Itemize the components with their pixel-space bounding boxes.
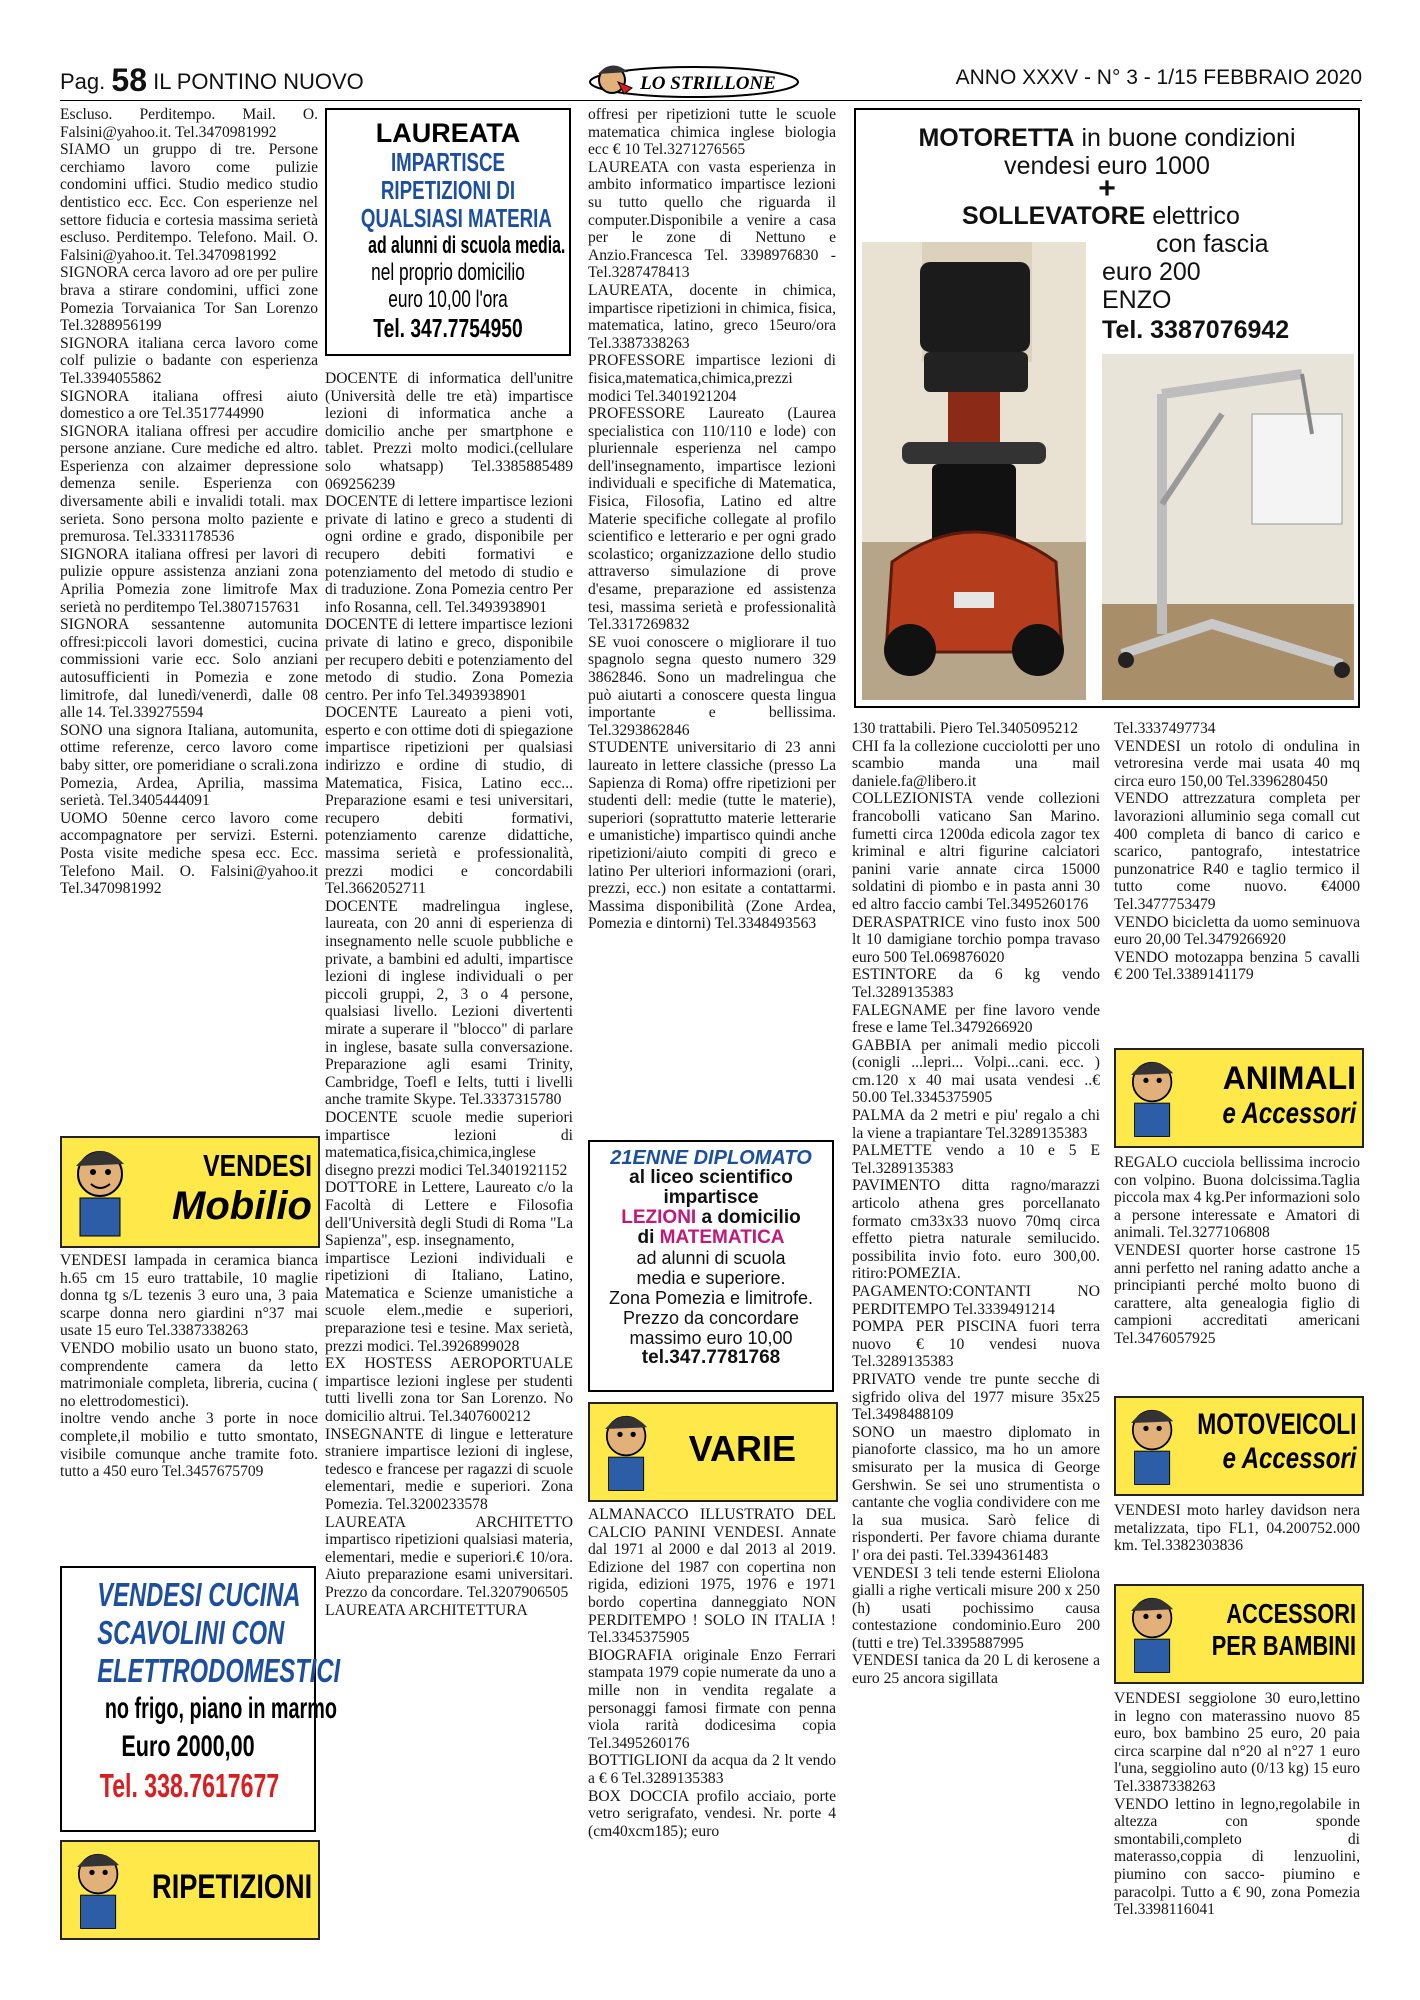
feature-motoretta: MOTORETTA [918, 124, 1075, 152]
classified-ad: SONO un maestro diplomato in pianoforte classico, ma ho un amore smisurato per la musica di George Gershwin. Se sei uno strumentista o cantante che voglia condividere con me la sua musica. Sarò felice di risponderti. Per favore chiama durante l' ora dei pasti. Tel.3394361483 [852, 1423, 1100, 1564]
column-3-ads-varie [588, 1506, 836, 1938]
classified-ad: SIGNORA sessantenne automunita offresi:piccoli lavori domestici, cucina commissioni varie ecc. Solo anziani autosufficienti in Pomezia e zone limitrofe, dal lunedì/venerdì, dalle 08 alle 14. Tel.339275594 [60, 616, 318, 722]
classified-ad: Escluso. Perditempo. Mail. O. Falsini@yahoo.it. Tel.3470981992 [60, 106, 318, 141]
classified-ad: VENDO lettino in legno,regolabile in altezza con sponde smontabili,completo di materasso,coppia di lenzuolini, piumino con sacco- piumino e paracolpi. Tutto a € 90, zona Pomezia Tel.3398116041 [1114, 1795, 1360, 1919]
ads-text [588, 106, 836, 933]
banner-motoveicoli-line1: MOTOVEICOLI [1196, 1408, 1356, 1441]
classified-ad: POMPA PER PISCINA fuori terra nuovo € 10 vendesi nuova Tel.3289135383 [852, 1318, 1100, 1371]
diplomato-line7: media e superiore. [636, 1268, 786, 1288]
header-rule [60, 100, 1362, 101]
feature-phone: Tel. 3387076942 [1102, 316, 1290, 344]
newsboy-mascot-icon [66, 1142, 136, 1240]
paper-name: IL PONTINO NUOVO [153, 69, 364, 94]
ads-text [1114, 720, 1360, 984]
column-5-ads-animali [1114, 1154, 1360, 1404]
diplomato-line4 [590, 1208, 832, 1228]
diplomato-ad [588, 1140, 834, 1392]
classified-ad: FALEGNAME per fine lavoro vende frese e lame Tel.3479266920 [852, 1001, 1100, 1037]
classified-ad: 130 trattabili. Piero Tel.3405095212 [852, 720, 1079, 737]
banner-accessori-bambini [1114, 1584, 1364, 1684]
column-2-ads [325, 370, 573, 1938]
cucina-ad-phone: Tel. 338.7617677 [99, 1767, 280, 1804]
ads-text [852, 720, 1100, 1688]
banner-motoveicoli-line2: e Accessori [1222, 1442, 1356, 1475]
classified-ad: offresi per ripetizioni tutte le scuole matematica chimica inglese biologia ecc € 10 Tel.3271276565 [588, 106, 836, 159]
banner-ripetizioni-text: RIPETIZIONI [151, 1868, 312, 1906]
classified-ad: VENDESI seggiolone 30 euro,lettino in legno con materassino nuovo 85 euro, box bambino 25 euro, 20 paia circa scarpine dal n°20 al n°27 1 euro l'una, seggiolino auto (0/13 kg) 15 euro Tel.3387338263 [1114, 1690, 1360, 1795]
newsboy-mascot-icon [66, 1846, 132, 1932]
page-header-left [60, 62, 364, 99]
classified-ad: DOCENTE madrelingua inglese, laureata, con 20 anni di esperienza di insegnamento nelle scuole pubbliche e private, a bambini ed adulti, impartisce lezioni di inglese individuali o per piccoli gruppi, 2, 3 o 4 persone, qualsiasi livello. Lezioni divertenti mirate a superare il "blocco" di parlare in inglese, basate sulla conversazione. Preparazione agli esami Trinity, Cambridge, Toefl e Ielts, tutti i livelli anche tramite Skype. Tel.3337315780 [325, 897, 573, 1109]
laureata-line4: QUALSIASI MATERIA [360, 203, 552, 233]
banner-animali-line2: e Accessori [1222, 1097, 1356, 1130]
classified-ad: VENDESI 3 teli tende esterni Eliolona gialli a righe verticali misure 200 x 250 (h) usati pochissimo causa contestazione condominio.Euro 200 (tutti e tre) Tel.3395887995 [852, 1564, 1100, 1652]
column-1-ads-mobilio [60, 1252, 318, 1552]
classified-ad: SIGNORA italiana offresi per accudire persone anziane. Cure mediche ed altro. Esperienza con alzaimer depressione demenza senile. Esperienza con diversamente abili e invalidi totali. max serieta. Sono persona molto paziente e premurosa. Tel.3331178536 [60, 422, 318, 546]
banner-bambini-line2: PER BAMBINI [1211, 1630, 1356, 1661]
newsboy-mascot-icon [594, 1408, 660, 1494]
classified-ad: INSEGNANTE di lingue e letterature straniere impartisce lezioni di inglese, tedesco e francese per ragazzi di scuole elementari, medie e superiori. Zona Pomezia. Tel.3200233578 [325, 1425, 573, 1513]
classified-ad: GABBIA per animali medio piccoli (conigli ...lepri... Volpi...cani. ecc. ) cm.120 x 40 mai usata vendesi ..€ 50.00 Tel.3345375905 [852, 1036, 1100, 1107]
classified-ad: DOCENTE scuole medie superiori impartisce lezioni di matematica,fisica,chimica,inglese disegno prezzi modici Tel.3401921152 [325, 1108, 573, 1179]
classified-ad: impartisce Lezioni individuali e ripetizioni di Italiano, Latino, Matematica e Scienze umanistiche a scuole elem.,medie e superiori, preparazione tesi e tesine. Max serietà, prezzi modici. Tel.3926899028 [325, 1249, 573, 1355]
laureata-title: LAUREATA [375, 118, 521, 148]
classified-ad: LAUREATA con vasta esperienza in ambito informatico impartisce lezioni su tutto quello che riguarda il computer.Disponibile a venire a casa per le zone di Nettuno e Anzio.Francesca Tel. 3398976830 - Tel.3287478413 [588, 158, 836, 282]
banner-animali [1114, 1048, 1364, 1148]
classified-ad: REGALO cucciola bellissima incrocio con volpino. Buona dolcissima.Taglia piccola max 4 kg.Per informazioni solo a persone interessate e Amatori di animali. Tel.3277106808 [1114, 1154, 1360, 1242]
banner-varie [588, 1402, 838, 1502]
laureata-phone: Tel. 347.7754950 [373, 313, 523, 343]
mobility-scooter-photo [862, 242, 1086, 700]
classified-ad: LAUREATA, docente in chimica, impartisce ripetizioni in chimica, fisica, matematica, latino, greco 15euro/ora Tel.3387338263 [588, 281, 836, 352]
classified-ad: VENDESI tanica da 20 L di kerosene a euro 25 ancora sigillata [852, 1652, 1100, 1688]
feature-line1-rest: in buone condizioni [1074, 124, 1296, 152]
diplomato-line5 [590, 1228, 832, 1248]
classified-ad: inoltre vendo anche 3 porte in noce complete,il mobilio e tutto smontato, visibile comunque anche tramite foto. tutto a 450 euro Tel.3457675709 [60, 1410, 318, 1481]
logo-text: LO STRILLONE [640, 73, 776, 94]
classified-ad: VENDESI lampada in ceramica bianca h.65 cm 15 euro trattabile, 10 maglie donna tg s/L tezenis 3 euro una, 3 paia scarpe donna nero giardini n°37 mai usate 15 euro Tel.3387338263 [60, 1252, 318, 1340]
ads-text [1114, 1690, 1360, 1919]
motoretta-feature-ad [854, 108, 1360, 708]
diplomato-domicilio: a domicilio [701, 1207, 801, 1228]
classified-ad: SE vuoi conoscere o migliorare il tuo spagnolo segna questo numero 329 3862846. Sono un madrelingua che può aiutarti a conoscere questa lingua importante e bellissima. Tel.3293862846 [588, 633, 836, 739]
diplomato-line2: al liceo scientifico [629, 1167, 793, 1188]
feature-line4: con fascia [1156, 230, 1269, 258]
classified-ad: DOTTORE in Lettere, Laureato c/o la Facoltà di Lettere e Filosofia dell'Università degli Studi di Roma "La Sapienza", esp. insegnamento, [325, 1179, 573, 1250]
diplomato-line9: Prezzo da concordare [622, 1308, 800, 1328]
banner-animali-line1: ANIMALI [1222, 1060, 1356, 1096]
classified-ad: BIOGRAFIA originale Enzo Ferrari stampata 1979 copie numerate da uno a mille non in vendita regalate a personaggi famosi firmate con penna viola rarità dodicesima copia Tel.3495260176 [588, 1646, 836, 1752]
page-prefix: Pag. [60, 69, 106, 94]
classified-ad: VENDO bicicletta da uomo seminuova euro 20,00 Tel.3479266920 [1114, 913, 1360, 949]
classified-ad: ESTINTORE da 6 kg vendo Tel.3289135383 [852, 966, 1100, 1001]
feature-line3 [962, 202, 1240, 231]
classified-ad: STUDENTE universitario di 23 anni laureato in lettere classiche (presso La Sapienza di Roma) offre ripetizioni per studenti dell: medie (tutte le materie), superiori (soprattutto materie letterarie e umanistiche) impartisco quindi anche ripetizioni/aiuto compiti di greco e latino Per ulteriori informazioni (orari, prezzi, ecc.) non esitate a contattarmi. Massima disponibilità (Zone Ardea, Pomezia e dintorni) Tel.3348493563 [588, 739, 836, 933]
cucina-ad-line5: Euro 2000,00 [121, 1730, 255, 1763]
feature-plus: + [1098, 172, 1116, 205]
column-1-ads-top [60, 106, 318, 1126]
classified-ad: PRIVATO vende tre punte secche di sigfrido oliva del 1977 misure 35x25 Tel.3498488109 [852, 1370, 1100, 1424]
column-3-ads-top [588, 106, 836, 1132]
ads-text [588, 1506, 836, 1840]
banner-varie-text: VARIE [688, 1428, 796, 1469]
patient-lift-photo [1102, 354, 1354, 700]
laureata-ad [325, 108, 571, 356]
ads-text [1114, 1154, 1360, 1348]
classified-ad: ALMANACCO ILLUSTRATO DEL CALCIO PANINI VENDESI. Annate dal 1971 al 2000 e dal 2013 al 2019. Edizione del 1987 con copertina non rigida, edizioni 1975, 1976 e 1971 bordo copertina danneggiato NON PERDITEMPO ! SOLO IN ITALIA ! Tel.3345375905 [588, 1506, 836, 1647]
diplomato-line6: ad alunni di scuola [636, 1248, 786, 1268]
classified-ad: CHI fa la collezione cucciolotti per uno scambio manda una mail daniele.fa@libero.it [852, 737, 1100, 790]
ads-text [1114, 1502, 1360, 1555]
column-5-ads-moto [1114, 1502, 1360, 1574]
classified-ad: SIGNORA italiana offresi aiuto domestico a ore Tel.3517744990 [60, 387, 318, 423]
laureata-line7: euro 10,00 l'ora [388, 286, 508, 313]
classified-ad: DERASPATRICE vino fusto inox 500 lt 10 damigiane torchio pompa travaso euro 500 Tel.069876020 [852, 913, 1100, 966]
column-4-ads [852, 720, 1100, 1938]
column-5-ads-top [1114, 720, 1360, 1030]
classified-ad: VENDESI un rotolo di ondulina in vetroresina verde mai usata 40 mq circa euro 150,00 Tel.3396280450 [1114, 737, 1360, 790]
cucina-ad-line4: no frigo, piano in marmo [104, 1692, 337, 1725]
cucina-ad-line1: VENDESI CUCINA [97, 1576, 301, 1613]
diplomato-line10: massimo euro 10,00 [629, 1328, 793, 1348]
diplomato-line8: Zona Pomezia e limitrofe. [608, 1288, 814, 1308]
classified-ad: SIGNORA cerca lavoro ad ore per pulire brava a stirare condomini, uffici zone Pomezia Torvaianica Tor San Lorenzo Tel.3288956199 [60, 264, 318, 335]
feature-line3-rest: elettrico [1145, 202, 1240, 230]
classified-ad: BOX DOCCIA profilo acciaio, porte vetro serigrafato, vendesi. Nr. porte 4 (cm40xcm185); euro [588, 1787, 836, 1840]
classified-ad: UOMO 50enne cerco lavoro come accompagnatore per servizi. Esterni. Posta visite mediche spesa ecc. Ecc. Telefono Mail. O. Falsini@yahoo.it Tel.3470981992 [60, 809, 318, 898]
diplomato-lezioni: LEZIONI [621, 1207, 697, 1228]
banner-vendesi-mobilio [60, 1136, 320, 1248]
diplomato-line3: impartisce [663, 1187, 759, 1208]
classified-ad: SONO una signora Italiana, automunita, ottime referenze, cerco lavoro come baby sitter, ore pomeridiane o scrali.zona Pomezia, Ardea, Aprilia, massima serietà. Tel.3405444091 [60, 721, 318, 810]
classified-ad: PROFESSORE impartisce lezioni di fisica,matematica,chimica,prezzi modici Tel.3401921204 [588, 352, 836, 405]
banner-bambini-line1: ACCESSORI [1226, 1598, 1356, 1629]
ads-text [60, 106, 318, 898]
classified-ad: DOCENTE di lettere impartisce lezioni private di latino e greco a studenti di ogni ordine e grado, disponibile per recupero debiti formativi e potenziamento del metodo di studio e di traduzione. Zona Pomezia centro Per info Rosanna, cell. Tel.3493938901 [325, 493, 573, 616]
banner-ripetizioni [60, 1840, 320, 1940]
classified-ad: SIGNORA italiana cerca lavoro come colf pulizie o badante con esperienza Tel.3394055862 [60, 334, 318, 387]
ads-text [60, 1252, 318, 1481]
classified-ad: DOCENTE di informatica dell'unitre (Università delle tre età) impartisce lezioni di informatica anche a domicilio anche per smartphone e tablet. Prezzi molto modici.(cellulare solo whatsapp) Tel.3385885489 069256239 [325, 370, 573, 493]
cucina-ad-line2: SCAVOLINI CON [97, 1614, 285, 1651]
diplomato-di: di [637, 1227, 655, 1248]
newsboy-logo-icon [588, 58, 800, 104]
laureata-line3: RIPETIZIONI DI [380, 175, 516, 205]
banner-motoveicoli [1114, 1396, 1364, 1496]
banner-bambini-text [1171, 1598, 1356, 1662]
laureata-line2: IMPARTISCE [390, 147, 506, 177]
laureata-line6: nel proprio domicilio [371, 259, 525, 286]
classified-ad: BOTTIGLIONI da acqua da 2 lt vendo a € 6 Tel.3289135383 [588, 1752, 836, 1787]
classified-ad: SIAMO un gruppo di tre. Persone cerchiamo lavoro come pulizie condomini uffici. Studio medico studio dentistico ecc. Ecc. Con esperienze nel settore fiducia e cortesia massima serietà escluso. Perditempo. Telefono. Mail. O. Falsini@yahoo.it. Tel.3470981992 [60, 141, 318, 264]
classified-ad: PALMETTE vendo a 10 e 5 E Tel.3289135383 [852, 1142, 1100, 1177]
banner-motoveicoli-text [1147, 1408, 1356, 1476]
classified-ad: EX HOSTESS AEROPORTUALE impartisce lezioni inglese per studenti tutti livelli zona tor San Lorenzo. No domicilio altrui. Tel.3407600212 [325, 1355, 573, 1426]
classified-ad: LAUREATA ARCHITETTURA [325, 1601, 528, 1619]
diplomato-title: 21ENNE DIPLOMATO [610, 1147, 812, 1169]
classified-ad: VENDESI moto harley davidson nera metalizzata, tipo FL1, 04.200752.000 km. Tel.3382303836 [1114, 1502, 1360, 1555]
column-5-ads-bambini [1114, 1690, 1360, 1938]
feature-line1 [856, 124, 1358, 153]
feature-line2: vendesi euro 1000 [1004, 152, 1210, 180]
classified-ad: VENDESI quorter horse castrone 15 anni perfetto nel raning adatto anche a principianti perché molto buono di carattere, alta genealogia figlio di campioni accreditati americani Tel.3476057925 [1114, 1241, 1360, 1347]
banner-mobilio-line1: VENDESI [203, 1148, 312, 1183]
banner-animali-text [1189, 1060, 1356, 1131]
classified-ad: PROFESSORE Laureato (Laurea specialistica con 110/110 e lode) con pluriennale esperienza nel campo dell'insegnamento, impartisce lezioni individuali e specifiche di Matematica, Fisica, Filosofia, Latino ed altre Materie specifiche collegate al profilo scientifico e letterario e per ogni grado scolastico; organizzazione dello studio attraverso simulazione di prove d'esame, preparazione ed assistenza tesi, massima serietà e professionalità Tel.3317269832 [588, 405, 836, 634]
classified-ad: DOCENTE di lettere impartisce lezioni private di latino e greco, disponibile per recupero debiti e potenziamento del metodo di studio. Zona Pomezia centro. Per info Tel.3493938901 [325, 616, 573, 704]
classified-ad: PAVIMENTO ditta ragno/marazzi articolo athena gres porcellanato formato cm33x33 nuovo 70mq circa effetto pietra naturale semilucido. possibilita invio foto. euro 300,00. ritiro:POMEZIA. PAGAMENTO:CONTANTI NO PERDITEMPO Tel.3339491214 [852, 1177, 1100, 1318]
classified-ad: COLLEZIONISTA vende collezioni francobolli vaticano San Marino. fumetti circa 1200da edicola zagor tex kriminal e altri figurine calciatori panini varie annate circa 15000 soldatini di piombo e in pasta anni 30 ed altro faccio cambi Tel.3495260176 [852, 790, 1100, 913]
classified-ad: VENDO motozappa benzina 5 cavalli € 200 Tel.3389141179 [1114, 948, 1360, 984]
ads-text [325, 370, 573, 1619]
classified-ad: SIGNORA italiana offresi per lavori di pulizie oppure assistenza anziani zona Aprilia Pomezia zone limitrofe Max serietà no perditempo Tel.3807157631 [60, 545, 318, 616]
classified-ad: VENDO attrezzatura completa per lavorazioni alluminio sega comall cut 400 completa di banco di carico e scarico, pantografo, intestatrice punzonatrice R40 e taglio termico il tutto come nuovo. €4000 Tel.3477753479 [1114, 790, 1360, 913]
feature-line5: euro 200 [1102, 258, 1201, 286]
classified-ad: DOCENTE Laureato a pieni voti, esperto e con ottime doti di spiegazione impartisce ripetizioni per qualsiasi indirizzo e ordine di studio, di Matematica, Fisica, Latino ecc... Preparazione esami e tesi universitari, recupero debiti formativi, potenziamento carenze didattiche, massima serietà e professionalità, prezzi modici e concordabili Tel.3662052711 [325, 704, 573, 898]
cucina-scavolini-ad [60, 1566, 341, 1832]
banner-mobilio-text [172, 1148, 312, 1229]
diplomato-phone: tel.347.7781768 [641, 1347, 781, 1368]
page-number: 58 [111, 62, 147, 98]
classified-ad: Tel.3337497734 [1114, 720, 1216, 737]
feature-line6: ENZO [1102, 286, 1172, 314]
diplomato-matematica: MATEMATICA [659, 1227, 785, 1248]
feature-sollevatore: SOLLEVATORE [962, 202, 1146, 230]
classified-ad: LAUREATA ARCHITETTO impartisco ripetizioni qualsiasi materia, elementari, medie e superiori.€ 10/ora. Aiuto preparazione esami universitari. Prezzo da concordare. Tel.3207906505 [325, 1513, 573, 1601]
laureata-line5: ad alunni di scuola media. [368, 232, 566, 259]
banner-mobilio-line2: Mobilio [172, 1184, 312, 1228]
classified-ad: PALMA da 2 metri e piu' regalo a chi la viene a trapiantare Tel.3289135383 [852, 1107, 1100, 1142]
classified-ad: VENDO mobilio usato un buono stato, comprendente camera da letto matrimoniale completa, libreria, cucina ( no elettrodomestici). [60, 1339, 318, 1410]
cucina-ad-line3: ELETTRODOMESTICI [97, 1652, 341, 1689]
issue-line: ANNO XXXV - N° 3 - 1/15 FEBBRAIO 2020 [955, 66, 1362, 89]
newsboy-mascot-icon [1120, 1054, 1186, 1140]
